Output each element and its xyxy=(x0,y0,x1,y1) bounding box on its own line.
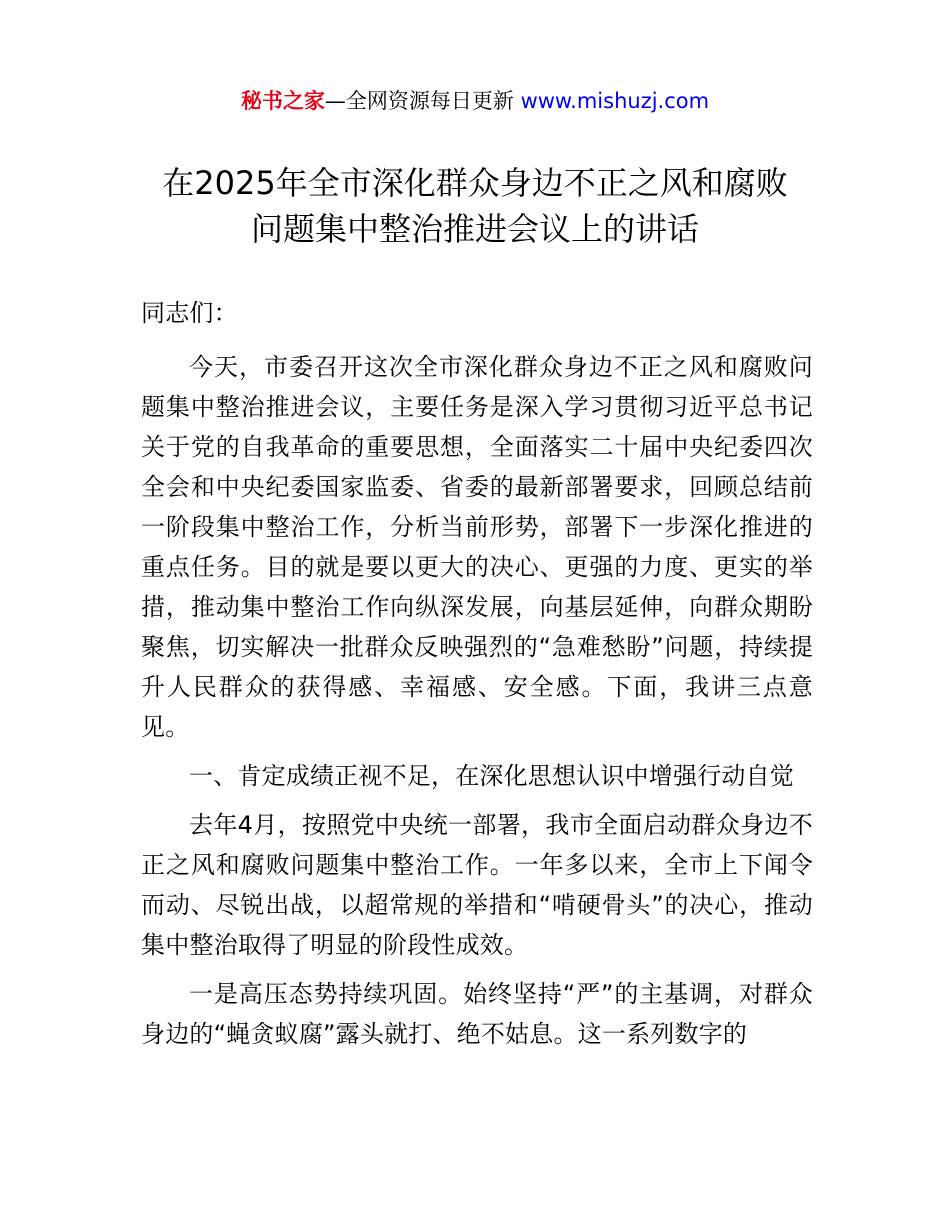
paragraph-point-1: 一是高压态势持续巩固。始终坚持“严”的主基调，对群众身边的“蝇贪蚁腐”露头就打、绝不姑息。这一系列数字的 xyxy=(141,980,813,1048)
document-title xyxy=(80,160,870,252)
section-heading-1: 一、肯定成绩正视不足，在深化思想认识中增强行动自觉 xyxy=(189,762,794,790)
site-header xyxy=(0,86,950,116)
paragraph-intro: 今天，市委召开这次全市深化群众身边不正之风和腐败问题集中整治推进会议，主要任务是深入学习贯彻习近平总书记关于党的自我革命的重要思想，全面落实二十届中央纪委四次全会和中央纪委国家监委、省委的最新部署要求，回顾总结前一阶段集中整治工作，分析当前形势，部署下一步深化推进的重点任务。目的就是要以更大的决心、更强的力度、更实的举措，推动集中整治工作向纵深发展，向基层延伸，向群众期盼聚焦，切实解决一批群众反映强烈的“急难愁盼”问题，持续提升人民群众的获得感、幸福感、安全感。下面，我讲三点意见。 xyxy=(141,353,813,741)
title-line-2: 问题集中整治推进会议上的讲话 xyxy=(250,210,699,248)
site-brand: 秘书之家 xyxy=(240,89,325,113)
site-url-link[interactable]: www.mishuzj.com xyxy=(520,89,710,113)
title-line-1: 在2025年全市深化群众身边不正之风和腐败 xyxy=(162,164,788,202)
document-body xyxy=(141,293,813,1063)
salutation: 同志们： xyxy=(141,299,238,327)
paragraph-section-1: 去年4月，按照党中央统一部署，我市全面启动群众身边不正之风和腐败问题集中整治工作。一年多以来，全市上下闻令而动、尽锐出战，以超常规的举措和“啃硬骨头”的决心，推动集中整治取得了明显的阶段性成效。 xyxy=(141,811,813,959)
site-tagline: —全网资源每日更新 xyxy=(324,89,514,113)
